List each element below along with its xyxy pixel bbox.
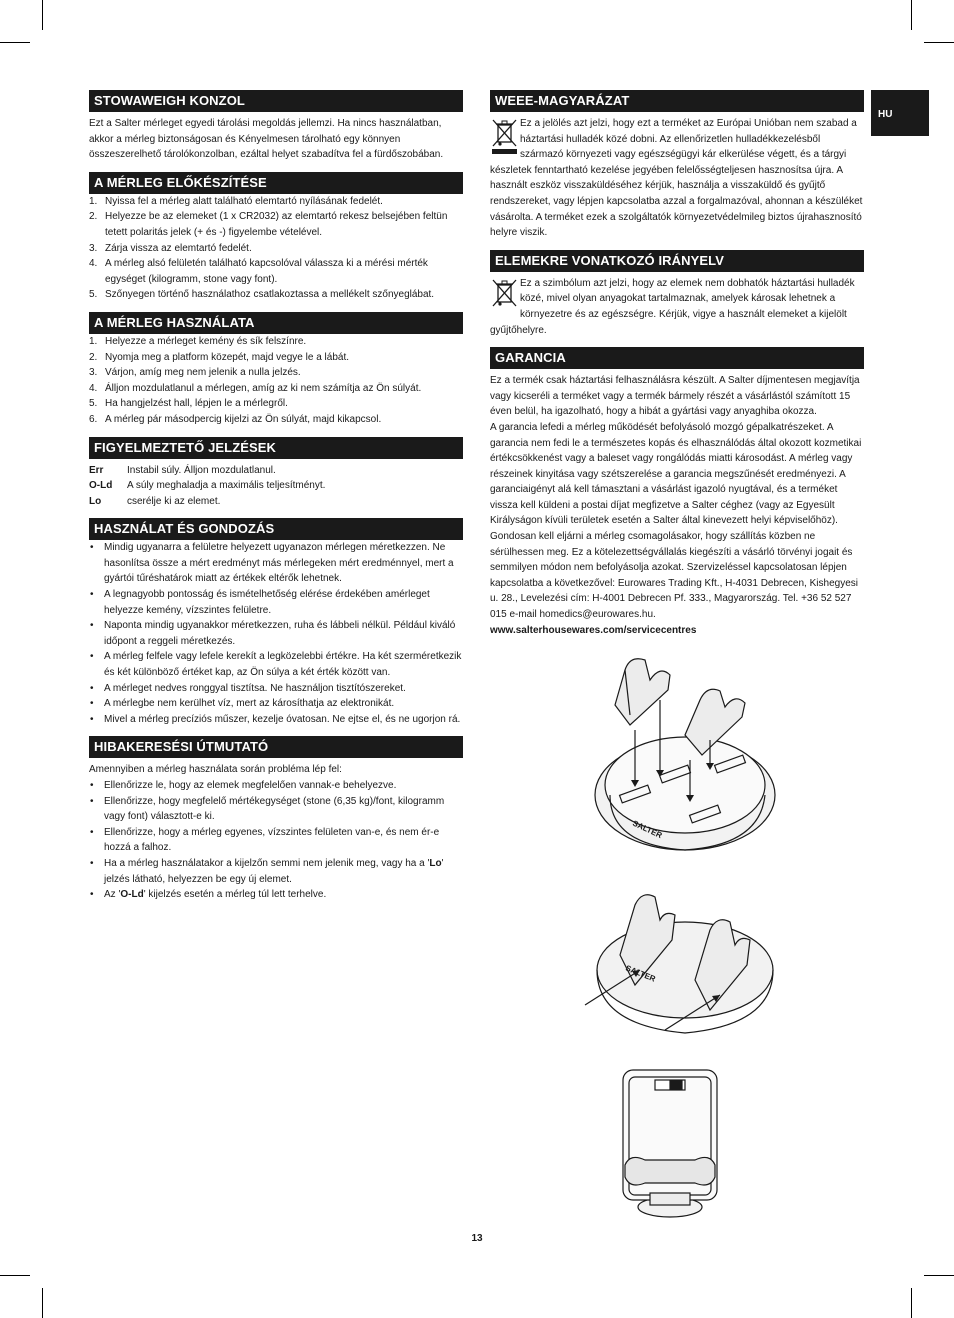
list-item: • Az 'O-Ld' kijelzés esetén a mérleg túl lett terhelve. [90,889,327,901]
section-heading: STOWAWEIGH KONZOL [89,90,463,112]
console-assembly-illustration [590,645,785,870]
section-stowaweigh [89,90,463,163]
list-item: 6. A mérleg pár másodpercig kijelzi az Ön súlyát, majd kikapcsol. [89,413,382,425]
list-item: • Mivel a mérleg precíziós műszer, kezelje óvatosan. Ne ejtse el, és ne ugorjon rá. [90,713,461,725]
battery-text: Ez a szimbólum azt jelzi, hogy az elemek nem dobhatók háztartási hulladék közé, mivel olyan anyagokat tartalmaznak, amelyek károsak lehetnek a környezetre és az egészségre. Kérjük, vigye a használt elemeket a kijelölt gyűjtőhelyre. [490,277,855,336]
section-heading: GARANCIA [490,347,864,369]
list-item: 3. Várjon, amíg meg nem jelenik a nulla jelzés. [89,367,301,379]
list-item: 5. Ha hangjelzést hall, lépjen le a mérlegről. [89,398,288,410]
list-item: 2. Nyomja meg a platform közepét, majd vegye le a lábát. [89,351,350,363]
crop-mark [924,1275,954,1276]
list-item: 1. Helyezze a mérleget kemény és sík felszínre. [89,335,307,347]
section-weee [490,90,864,241]
section-battery [490,250,864,338]
list-item: • A mérlegbe nem kerülhet víz, mert az károsíthatja az elektronikát. [90,698,395,710]
scale-in-console-illustration [615,1065,725,1225]
section-heading: ELEMEKRE VONATKOZÓ IRÁNYELV [490,250,864,272]
section-heading: A MÉRLEG HASZNÁLATA [89,312,463,334]
list-item: 1. Nyissa fel a mérleg alatt található elemtartó nyílásának fedelét. [89,195,383,207]
section-care [89,518,463,727]
list-item: • Ellenőrizze, hogy a mérleg egyenes, vízszintes felületen van-e, és nem ér-e hozzá a falhoz. [90,826,440,854]
section-heading: WEEE-MAGYARÁZAT [490,90,864,112]
salter-brand-label: SALTER [624,963,657,984]
warranty-paragraph: A garancia lefedi a mérleg működését befolyásoló mozgó gépalkatrészeket. A garancia nem fedi le a természetes kopás és elhasználódás által okozott kozmetikai értékcsökkenést vagy a baleset vagy rongálódás miatti károsodást. A mérleg vagy részeinek kinyitása vagy szétszerelése a garancia megszűnését eredményezi. A garanciaigényt alá kell támasztani a vásárlást igazoló nyugtával, és a terméket vissza kell küldeni a postai díjat megfizetve a Salter céghez (vagy az Egyesült Királyságon kívüli területek esetén a Salter által kinevezett helyi képviselőhöz). Gondosan kell eljárni a mérleg csomagolásakor, hogy szállítás közben ne sérülhessen meg. Ez a kötelezettségvállalás kiegészíti a vásárló törvényi jogait és semmilyen módon nem befolyásolja azokat. Szervizeléssel kapcsolatosan lépjen kapcsolatba a következővel: Eurowares Trading Kft., H-4031 Debrecen, Kishegyesi u. 28., Levelezési cím: H-4001 Debrecen Pf. 333., Magyarország. Tel. +36 52 527 015 e-mail homedics@eurowares.hu. [490,421,862,621]
list-item: • A mérleg felfele vagy lefele kerekít a legközelebbi értékre. Ha két szerméretkezik és két különböző értéket kap, az Ön súlya a két érték között van. [90,651,462,679]
section-warnings [89,437,463,510]
section-warranty [490,347,864,638]
bullet-list [89,778,463,903]
section-heading: A MÉRLEG ELŐKÉSZÍTÉSE [89,172,463,194]
section-heading: HASZNÁLAT ÉS GONDOZÁS [89,518,463,540]
warning-row: O-Ld A súly meghaladja a maximális teljesítményt. [89,480,326,492]
section-preparation [89,172,463,303]
list-item: 4. Álljon mozdulatlanul a mérlegen, amíg az ki nem számítja az Ön súlyát. [89,382,422,394]
crop-mark [0,42,30,43]
troubleshooting-intro: Amennyiben a mérleg használata során probléma lép fel: [89,764,342,776]
list-item: • A mérleget nedves ronggyal tisztítsa. Ne használjon tisztítószereket. [90,682,406,694]
code-old: O-Ld [120,889,144,901]
language-tab: HU [871,90,929,136]
code-lo: Lo [429,857,442,869]
list-item: • Ellenőrizze le, hogy az elemek megfelelően vannak-e behelyezve. [90,780,397,791]
bullet-list [89,540,463,727]
list-item: 3. Zárja vissza az elemtartó fedelét. [89,242,252,254]
warning-row: Err Instabil súly. Álljon mozdulatlanul. [89,464,276,476]
section-heading: HIBAKERESÉSI ÚTMUTATÓ [89,736,463,758]
section-heading: FIGYELMEZTETŐ JELZÉSEK [89,437,463,459]
list-item: 4. A mérleg alsó felületén található kapcsolóval válassza ki a mérési mérték egységet (kilogramm, stone vagy font). [89,258,428,285]
warning-row: Lo cserélje ki az elemet. [89,495,221,507]
warning-codes [89,463,463,510]
page-number: 13 [471,1233,483,1244]
crop-mark [42,1288,43,1318]
numbered-list [89,194,463,303]
section-usage [89,312,463,428]
list-item: • Ha a mérleg használatakor a kijelzőn semmi nem jelenik meg, vagy ha a 'Lo' jelzés látható, helyezzen be egy új elemet. [90,857,444,885]
left-column [89,90,463,912]
weee-text: Ez a jelölés azt jelzi, hogy ezt a terméket az Európai Unióban nem szabad a háztartási hulladék közé dobni. Az ellenőrizetlen hulladékkezelésből származó környezeti vagy egészségügyi kár elkerülése végett, és a tárgyi készletek fenntartható kezelése jegyében felelősségteljesen hasznosítsa újra. A használt eszköz visszaküldéséhez kérjük, használja a visszaküldő és gyűjtő rendszereket, vagy lépjen kapcsolatba azzal a forgalmazóval, ahonnan a készüléket vásárolta. A terméket ezek a szolgáltatók környezetvédelmileg biztos újrahasznosító helyre viszik. [490,118,863,239]
list-item: • A legnagyobb pontosság és ismételhetőség elérése érdekében amérleget helyezze kemény, vízszintes felületre. [90,589,430,616]
crop-mark [42,0,43,30]
weee-text-block [490,116,864,241]
list-item: 2. Helyezze be az elemeket (1 x CR2032) az elemtartó rekesz belsejében feltün tetett polaritás jelek (+ és -) figyelembe vételével. [89,211,448,238]
crop-mark [911,1288,912,1318]
service-url-link[interactable]: www.salterhousewares.com/servicecentres [490,624,697,636]
list-item: • Mindig ugyanarra a felületre helyezett ugyanazon mérlegen méretkezzen. Ne hasonlítsa össze a mért eredményt más mérlegeken mért eredménnyel, mert a gyártói tűréshatárok miatt az értékek eltérők lehetnek. [90,542,454,585]
list-item: • Ellenőrizze, hogy megfelelő mértékegységet (stone (6,35 kg)/font, kilogramm vagy font) választott-e ki. [90,795,445,823]
crossed-bin-icon [490,116,518,156]
numbered-list [89,334,463,428]
crop-mark [0,1275,30,1276]
crop-mark [911,0,912,30]
crossed-bin-icon [490,276,518,308]
section-troubleshooting [89,736,463,902]
section-text: Ezt a Salter mérleget egyedi tárolási megoldás jellemzi. Ha nincs használatban, akkor a mérleg biztonságosan és Kényelmesen tárolható egy könnyen összeszerelhető tárolókonzolban, ezáltal helyet szabadítva fel a fürdőszobában. [89,118,444,161]
warranty-paragraph: Ez a termék csak háztartási felhasználásra készült. A Salter díjmentesen megjavítja vagy kicseréli a terméket vagy a termék bármely részét a vásárlástól számított 15 éven belül, ha igazolható, hogy a hibát a gyártási vagy anyaghiba okozza. [490,375,860,418]
right-column [490,90,864,647]
list-item: • Naponta mindig ugyanakkor méretkezzen, ruha és lábbeli nélkül. Például kiváló időpont a reggeli méretkezés. [90,620,456,647]
salter-brand-label: SALTER [631,818,664,841]
console-storage-illustration [580,885,780,1035]
battery-text-block [490,276,864,338]
crop-mark [924,42,954,43]
warranty-text-block [490,373,864,638]
list-item: 5. Szőnyegen történő használathoz csatlakoztassa a mellékelt szőnyeglábat. [89,289,435,301]
